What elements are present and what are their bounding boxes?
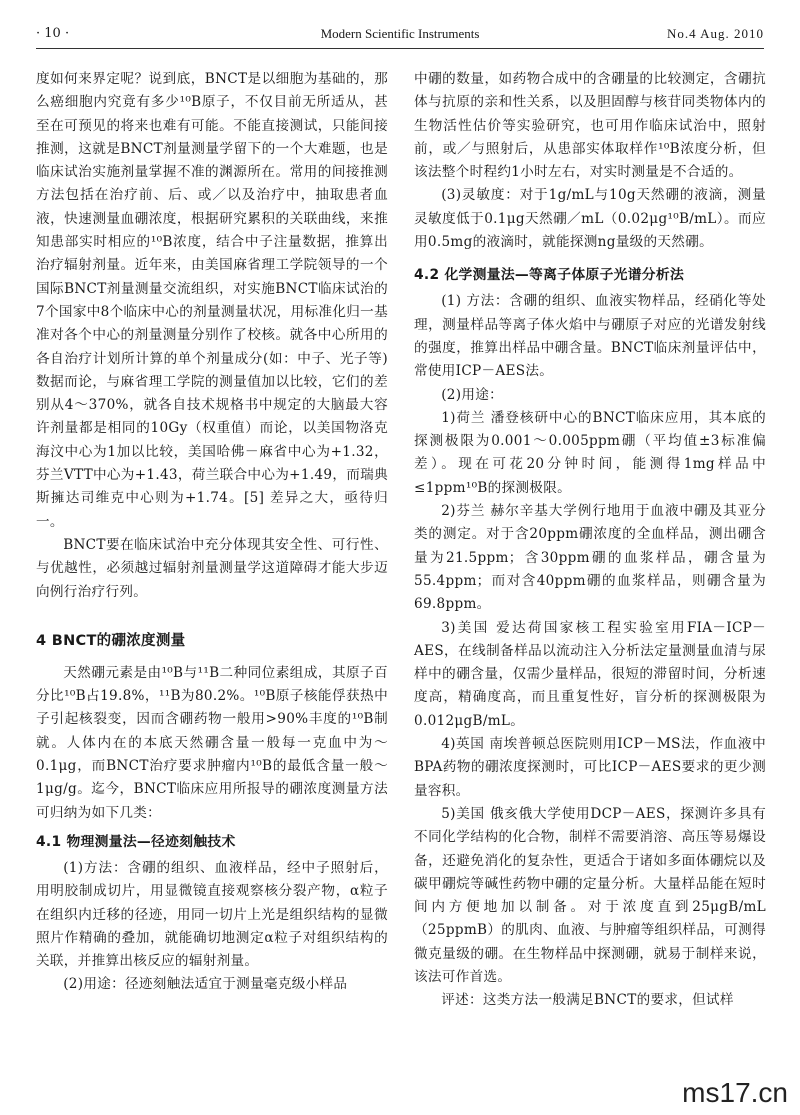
paragraph: (3)灵敏度：对于1g/mL与10g天然硼的液滴，测量灵敏度低于0.1μg天然硼／mL（0.02μg¹⁰B/mL）。而应用0.5mg的液滴时，就能探测ng量级的天然硼。 (414, 187, 766, 251)
left-column (36, 68, 388, 997)
site-watermark: ms17.cn (682, 1077, 788, 1108)
paragraph: 评述：这类方法一般满足BNCT的要求，但试样 (441, 992, 734, 1009)
paragraph: 1)荷兰 潘登核研中心的BNCT临床应用，其本底的探测极限为0.001～0.005ppm硼（平均值±3标准偏差）。现在可花20分钟时间，能测得1mg样品中≤1ppm¹⁰B的探测极限。 (414, 409, 766, 496)
section-heading: 4 BNCT的硼浓度测量 (36, 632, 186, 649)
paragraph: (2)用途：径迹刻触法适宜于测量毫克级小样品 (63, 976, 348, 993)
paragraph: 4)英国 南埃普顿总医院则用ICP－MS法，作血液中BPA药物的硼浓度探测时，可比ICP－AES要求的更少测量容积。 (414, 736, 766, 799)
paragraph: 中硼的数量，如药物合成中的含硼量的比较测定，含硼抗体与抗原的亲和性关系，以及胆固醇与核苷同类物体内的生物活性估价等实验研究，也可用作临床试治中，照射前，或／与照射后，从患部实体取样作¹⁰B浓度分析，但该法整个时程约1小时左右，对实时测量是不合适的。 (414, 71, 766, 181)
paragraph: 2)芬兰 赫尔辛基大学例行地用于血液中硼及其亚分类的测定。对于含20ppm硼浓度的全血样品，测出硼含量为21.5ppm；含30ppm硼的血浆样品，硼含量为55.4ppm；而对含40ppm硼的血浆样品，则硼含量为69.8ppm。 (414, 503, 766, 613)
paragraph: 5)美国 俄亥俄大学使用DCP－AES，探测许多具有不同化学结构的化合物，制样不需要消溶、高压等易爆设备，还避免消化的复杂性，更适合于诸如多面体硼烷以及碳甲硼烷等碱性药物中硼的定量分析。大量样品能在短时间内方便地加以制备。对于浓度直到25μgB/mL（25ppmB）的肌肉、血液、与肿瘤等组织样品，可测得微克量级的硼。在生物样品中探测硼，就易于制样来说，该法可作首选。 (414, 805, 766, 985)
subsection-heading: 4.1 物理测量法—径迹刻触技术 (36, 833, 236, 850)
issue-info: No.4 Aug. 2010 (666, 26, 764, 41)
right-column (414, 68, 766, 1013)
paragraph: (2)用途： (441, 386, 504, 403)
paragraph: (1) 方法：含硼的组织、血液实物样品，经硝化等处理，测量样品等离子体火焰中与硼原子对应的光谱发射线的强度，推算出样品中硼含量。BNCT临床剂量评估中，常使用ICP－AES法。 (414, 293, 766, 380)
paragraph: 3)美国 爱达荷国家核工程实验室用FIA－ICP－AES，在线制备样品以流动注入分析法定量测量血清与尿样中的硼含量，仅需少量样品，很短的滞留时间，分析速度高，精确度高，而且重复性好，盲分析的探测极限为0.012μgB/mL。 (414, 619, 766, 729)
subsection-heading: 4.2 化学测量法—等离子体原子光谱分析法 (414, 267, 685, 284)
paragraph: 度如何来界定呢？说到底，BNCT是以细胞为基础的，那么癌细胞内究竟有多少¹⁰B原子，不仅目前无所适从，甚至在可预见的将来也难有可能。不能直接测试，只能间接推测，这就是BNCT剂量测量学留下的一个大难题，也是临床试治实施剂量掌握不准的渊源所在。常用的间接推测方法包括在治疗前、后、或／以及治疗中，抽取患者血液，快速测量血硼浓度，根据研究累积的关联曲线，来推知患部实时相应的¹⁰B浓度，结合中子注量数据，推算出治疗辐射剂量。近年来，由美国麻省理工学院领导的一个国际BNCT剂量测量交流组织，对实施BNCT临床试治的7个国家中8个临床中心的剂量测量状况，用标准化归一基准对各个中心的剂量测量分别作了校核。就各中心所用的各自治疗计划所计算的单个剂量成分(如：中子、光子等)数据而论，与麻省理工学院的测量值加以比较，它们的差别从4～370%，就各自技术规格书中规定的大脑最大容许剂量都是相同的10Gy（权重值）而论，以美国物洛克海汶中心为1加以比较，美国哈佛－麻省中心为+1.32，芬兰VTT中心为+1.43，荷兰联合中心为+1.49，而瑞典斯擁达司维克中心则为+1.74。[5] 差异之大，亟待归一。 (36, 71, 388, 530)
paragraph: (1)方法：含硼的组织、血液样品，经中子照射后，用明胶制成切片，用显微镜直接观察核分裂产物，α粒子在组织内迁移的径迹，用同一切片上光是组织结构的显微照片作精确的叠加，就能确切地测定α粒子对组织结构的关联，并推算出核反应的辐射剂量。 (36, 859, 388, 970)
page-number: · 10 · (36, 26, 70, 41)
journal-title: Modern Scientific Instruments (320, 26, 480, 41)
paragraph: BNCT要在临床试治中充分体现其安全性、可行性、与优越性，必须越过辐射剂量测量学这道障碍才能大步迈向例行治疗行列。 (36, 536, 388, 600)
page-header (36, 26, 764, 49)
paragraph: 天然硼元素是由¹⁰B与¹¹B二种同位素组成，其原子百分比¹⁰B占19.8%，¹¹B为80.2%。¹⁰B原子核能俘获热中子引起核裂变，因而含硼药物一般用>90%丰度的¹⁰B制就。人体内在的本底天然硼含量一般每一克血中为～0.1μg，而BNCT治疗要求肿瘤内¹⁰B的最低含量一般～1μg/g。迄今，BNCT临床应用所报导的硼浓度测量方法可归纳为如下几类： (36, 664, 388, 821)
